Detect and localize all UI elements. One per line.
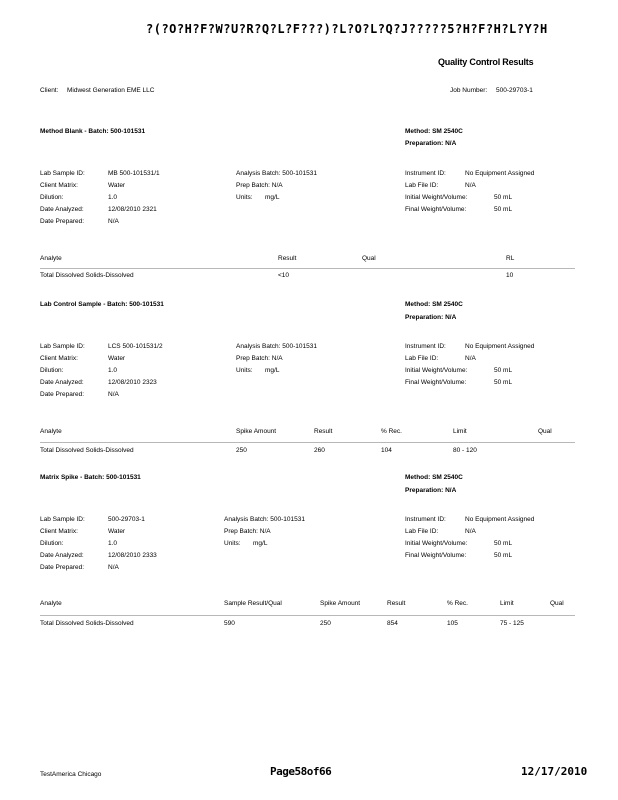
mb-cell-result: <10: [278, 272, 290, 279]
footer-page: Page58of66: [270, 765, 332, 778]
method-blank-preparation: Preparation: N/A: [405, 140, 457, 147]
lcs-cell-result: 260: [314, 447, 325, 454]
mb-label-lab-file-id: Lab File ID:: [405, 182, 439, 189]
ms-header-qual: Qual: [550, 600, 564, 607]
ms-value-client-matrix: Water: [108, 528, 126, 535]
client-label: Client:: [40, 87, 59, 94]
mb-prep-batch: Prep Batch: N/A: [236, 182, 283, 189]
method-blank-method: Method: SM 2540C: [405, 128, 463, 135]
ms-method: Method: SM 2540C: [405, 474, 463, 481]
mb-label-dilution: Dilution:: [40, 194, 64, 201]
ms-cell-rec: 105: [447, 620, 458, 627]
mb-label-final-weight: Final Weight/Volume:: [405, 206, 467, 213]
job-number-label: Job Number:: [450, 87, 488, 94]
ms-header-result: Result: [387, 600, 406, 607]
ms-label-date-prepared: Date Prepared:: [40, 564, 85, 571]
ms-value-lab-sample-id: 500-29703-1: [108, 516, 145, 523]
ms-value-dilution: 1.0: [108, 540, 118, 547]
mb-analysis-batch: Analysis Batch: 500-101531: [236, 170, 317, 177]
mb-label-client-matrix: Client Matrix:: [40, 182, 78, 189]
ms-units-label: Units:: [224, 540, 241, 547]
lcs-value-dilution: 1.0: [108, 367, 118, 374]
method-blank-heading: Method Blank - Batch: 500-101531: [40, 128, 146, 135]
mb-label-lab-sample-id: Lab Sample ID:: [40, 170, 85, 177]
report-title: Quality Control Results: [438, 57, 534, 67]
lcs-cell-rec: 104: [381, 447, 392, 454]
lcs-method: Method: SM 2540C: [405, 301, 463, 308]
ms-header-sample-result: Sample Result/Qual: [224, 600, 282, 607]
lcs-label-dilution: Dilution:: [40, 367, 64, 374]
lcs-table-divider: [40, 442, 575, 443]
mb-value-date-analyzed: 12/08/2010 2321: [108, 206, 157, 213]
lcs-label-client-matrix: Client Matrix:: [40, 355, 78, 362]
ms-table-divider: [40, 615, 575, 616]
mb-value-instrument-id: No Equipment Assigned: [465, 170, 535, 177]
ms-value-instrument-id: No Equipment Assigned: [465, 516, 535, 523]
coded-header: ?(?O?H?F?W?U?R?Q?L?F???)?L?O?L?Q?J?????5?H?F?H?L?Y?H: [146, 22, 548, 36]
lcs-value-client-matrix: Water: [108, 355, 126, 362]
mb-value-lab-file-id: N/A: [465, 182, 476, 189]
ms-label-client-matrix: Client Matrix:: [40, 528, 78, 535]
ms-heading: Matrix Spike - Batch: 500-101531: [40, 474, 141, 481]
mb-units-label: Units:: [236, 194, 253, 201]
lcs-header-result: Result: [314, 428, 333, 435]
lcs-value-date-prepared: N/A: [108, 391, 119, 398]
lcs-units-value: mg/L: [265, 367, 280, 374]
footer-date: 12/17/2010: [521, 765, 588, 778]
ms-preparation: Preparation: N/A: [405, 487, 457, 494]
lcs-value-instrument-id: No Equipment Assigned: [465, 343, 535, 350]
mb-label-instrument-id: Instrument ID:: [405, 170, 446, 177]
lcs-value-lab-sample-id: LCS 500-101531/2: [108, 343, 163, 350]
ms-cell-spike-amount: 250: [320, 620, 331, 627]
ms-cell-sample-result: 590: [224, 620, 235, 627]
lcs-label-date-prepared: Date Prepared:: [40, 391, 85, 398]
ms-header-spike-amount: Spike Amount: [320, 600, 361, 607]
mb-label-initial-weight: Initial Weight/Volume:: [405, 194, 468, 201]
ms-cell-limit: 75 - 125: [500, 620, 524, 627]
ms-value-final-weight: 50 mL: [494, 552, 513, 559]
ms-cell-result: 854: [387, 620, 398, 627]
ms-label-initial-weight: Initial Weight/Volume:: [405, 540, 468, 547]
lcs-value-final-weight: 50 mL: [494, 379, 513, 386]
footer-company: TestAmerica Chicago: [40, 771, 102, 778]
lcs-label-lab-sample-id: Lab Sample ID:: [40, 343, 85, 350]
mb-header-rl: RL: [506, 255, 515, 262]
lcs-cell-limit: 80 - 120: [453, 447, 477, 454]
mb-header-result: Result: [278, 255, 297, 262]
lcs-header-analyte: Analyte: [40, 428, 62, 435]
lcs-units-label: Units:: [236, 367, 253, 374]
lcs-label-final-weight: Final Weight/Volume:: [405, 379, 467, 386]
ms-header-analyte: Analyte: [40, 600, 62, 607]
mb-value-dilution: 1.0: [108, 194, 118, 201]
lcs-analysis-batch: Analysis Batch: 500-101531: [236, 343, 317, 350]
mb-value-lab-sample-id: MB 500-101531/1: [108, 170, 160, 177]
lcs-header-rec: % Rec.: [381, 428, 402, 435]
lcs-label-lab-file-id: Lab File ID:: [405, 355, 439, 362]
lcs-heading: Lab Control Sample - Batch: 500-101531: [40, 301, 164, 308]
mb-value-client-matrix: Water: [108, 182, 126, 189]
lcs-header-qual: Qual: [538, 428, 552, 435]
mb-label-date-prepared: Date Prepared:: [40, 218, 85, 225]
ms-analysis-batch: Analysis Batch: 500-101531: [224, 516, 305, 523]
ms-header-limit: Limit: [500, 600, 514, 607]
mb-label-date-analyzed: Date Analyzed:: [40, 206, 84, 213]
lcs-label-date-analyzed: Date Analyzed:: [40, 379, 84, 386]
mb-value-initial-weight: 50 mL: [494, 194, 513, 201]
ms-units-value: mg/L: [253, 540, 268, 547]
ms-prep-batch: Prep Batch: N/A: [224, 528, 271, 535]
ms-cell-analyte: Total Dissolved Solids-Dissolved: [40, 620, 134, 627]
lcs-label-instrument-id: Instrument ID:: [405, 343, 446, 350]
ms-label-dilution: Dilution:: [40, 540, 64, 547]
ms-value-initial-weight: 50 mL: [494, 540, 513, 547]
lcs-label-initial-weight: Initial Weight/Volume:: [405, 367, 468, 374]
lcs-prep-batch: Prep Batch: N/A: [236, 355, 283, 362]
lcs-value-date-analyzed: 12/08/2010 2323: [108, 379, 157, 386]
ms-label-lab-file-id: Lab File ID:: [405, 528, 439, 535]
ms-value-lab-file-id: N/A: [465, 528, 476, 535]
ms-value-date-analyzed: 12/08/2010 2333: [108, 552, 157, 559]
ms-label-lab-sample-id: Lab Sample ID:: [40, 516, 85, 523]
mb-value-date-prepared: N/A: [108, 218, 119, 225]
lcs-preparation: Preparation: N/A: [405, 314, 457, 321]
lcs-value-lab-file-id: N/A: [465, 355, 476, 362]
ms-header-rec: % Rec.: [447, 600, 468, 607]
mb-cell-analyte: Total Dissolved Solids-Dissolved: [40, 272, 134, 279]
ms-label-date-analyzed: Date Analyzed:: [40, 552, 84, 559]
mb-units-value: mg/L: [265, 194, 280, 201]
ms-label-final-weight: Final Weight/Volume:: [405, 552, 467, 559]
lcs-cell-spike-amount: 250: [236, 447, 247, 454]
lcs-header-spike-amount: Spike Amount: [236, 428, 277, 435]
mb-table-divider: [40, 268, 575, 269]
mb-cell-rl: 10: [506, 272, 514, 279]
ms-label-instrument-id: Instrument ID:: [405, 516, 446, 523]
mb-value-final-weight: 50 mL: [494, 206, 513, 213]
lcs-cell-analyte: Total Dissolved Solids-Dissolved: [40, 447, 134, 454]
ms-value-date-prepared: N/A: [108, 564, 119, 571]
job-number: 500-29703-1: [496, 87, 533, 94]
lcs-value-initial-weight: 50 mL: [494, 367, 513, 374]
lcs-header-limit: Limit: [453, 428, 467, 435]
mb-header-qual: Qual: [362, 255, 376, 262]
mb-header-analyte: Analyte: [40, 255, 62, 262]
client-name: Midwest Generation EME LLC: [67, 87, 155, 94]
